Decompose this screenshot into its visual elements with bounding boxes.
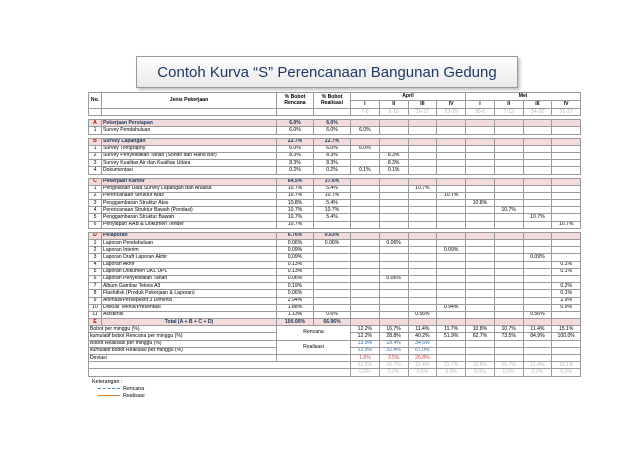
legend-item-realisasi — [92, 392, 145, 399]
slide-title: Contoh Kurva “S” Perencanaan Bangunan Gedung — [157, 63, 497, 81]
summary-week-value: 67.0% — [408, 347, 437, 354]
item-week-value: 0.06% — [379, 240, 408, 247]
summary-label: Bobot Realisasi per minggu (%) — [89, 340, 277, 347]
item-realisasi: 8.3% — [314, 160, 351, 167]
item-rencana: 8.3% — [277, 152, 314, 159]
item-week-value: 2.9% — [552, 297, 581, 304]
summary-week-value: 16.7% — [379, 326, 408, 333]
header-week: IV — [437, 101, 466, 109]
item-no: 6 — [89, 221, 102, 228]
total-label: Total (A + B + C + D) — [102, 319, 277, 326]
summary-week-value: 34.6% — [408, 340, 437, 347]
week-range-label: 23-29 — [437, 109, 466, 116]
item-week-value: 0.09% — [437, 247, 466, 254]
item-name: Laporan Dokumen UKL UPL — [102, 268, 277, 275]
summary-week-value: 11.4% — [523, 326, 552, 333]
item-rencana: 10.7% — [277, 221, 314, 228]
item-week-value: 0.56% — [408, 311, 437, 318]
summary-label: kumulatif bobot Rencana per minggu (%) — [89, 333, 277, 340]
item-rencana: 0.13% — [277, 261, 314, 268]
header-month-april: April — [351, 93, 466, 101]
section-realisasi: 6.0% — [314, 120, 351, 127]
summary-week-value: 12.2% — [351, 326, 380, 333]
item-rencana: 0.06% — [277, 240, 314, 247]
item-no: 10 — [89, 304, 102, 311]
section-name: Pekerjaan Persiapan — [102, 120, 277, 127]
summary-week-value: 10.8% — [466, 326, 495, 333]
week-range-label: 30-6 — [466, 109, 495, 116]
item-week-value: 10.7% — [408, 185, 437, 192]
legend-title: Keterangan : — [92, 378, 123, 385]
item-no: 1 — [89, 185, 102, 192]
item-realisasi: 5.4% — [314, 185, 351, 192]
faint-value: 0.0% — [379, 369, 408, 376]
item-name: Pengolahan Data Survey Lapangan dan Analisa — [102, 185, 277, 192]
header-month-mei: Mei — [466, 93, 581, 101]
item-rencana: 8.3% — [277, 160, 314, 167]
item-rencana: 6.0% — [277, 145, 314, 152]
item-name: Perencanaan Struktur Bawah (Pondasi) — [102, 207, 277, 214]
item-name: Album Gambar Teknis A3 — [102, 283, 277, 290]
solid-line-icon — [98, 395, 120, 396]
item-no: 1 — [89, 145, 102, 152]
item-name: Penggambaran Struktur Bawah — [102, 214, 277, 221]
faint-value: 11.4% — [408, 362, 437, 369]
item-realisasi: 0.2% — [314, 167, 351, 174]
faint-value: 11.4% — [523, 362, 552, 369]
summary-week-value: 11.7% — [437, 326, 466, 333]
header-week: II — [494, 101, 523, 109]
item-week-value: 10.7% — [523, 214, 552, 221]
summary-week-value: 26.8% — [408, 355, 437, 362]
item-week-value: 10.7% — [552, 221, 581, 228]
week-range-label: 7-8 — [351, 109, 380, 116]
legend-label-rencana: Rencana — [123, 385, 145, 392]
section-realisasi: 0.63% — [314, 232, 351, 239]
item-no: 3 — [89, 160, 102, 167]
item-realisasi: 10.7% — [314, 207, 351, 214]
item-no: 5 — [89, 214, 102, 221]
section-rencana: 64.5% — [277, 178, 314, 185]
item-realisasi: 5.4% — [314, 200, 351, 207]
summary-week-value: 1.8% — [351, 355, 380, 362]
summary-week-value: 15.1% — [552, 326, 581, 333]
section-rencana: 6.76% — [277, 232, 314, 239]
item-rencana: 10.8% — [277, 200, 314, 207]
item-name: Laporan Interim — [102, 247, 277, 254]
item-week-value: 8.3% — [379, 152, 408, 159]
item-rencana: 10.7% — [277, 207, 314, 214]
summary-week-value: 18.4% — [379, 340, 408, 347]
section-realisasi: 22.7% — [314, 138, 351, 145]
item-name: Flashdisk (Produk Pekerjaan & Laporan) — [102, 290, 277, 297]
item-week-value: 10.8% — [466, 200, 495, 207]
week-range-label: 16-22 — [408, 109, 437, 116]
section-realisasi: 37.6% — [314, 178, 351, 185]
item-name: Survey Tofography — [102, 145, 277, 152]
legend-label-realisasi: Realisasi — [123, 392, 145, 399]
header-week: II — [379, 101, 408, 109]
header-week: I — [466, 101, 495, 109]
faint-value: 12.2% — [351, 362, 380, 369]
section-rencana: 6.0% — [277, 120, 314, 127]
faint-value: 0.0% — [494, 369, 523, 376]
item-rencana: 1.13% — [277, 311, 314, 318]
item-name: Laporan Penyelidikan Tanah — [102, 275, 277, 282]
faint-value: 10.7% — [494, 362, 523, 369]
item-rencana: 10.7% — [277, 214, 314, 221]
header-week: I — [351, 101, 380, 109]
summary-week-value: 73.5% — [494, 333, 523, 340]
item-rencana: 0.06% — [277, 275, 314, 282]
item-week-value: 0.1% — [379, 167, 408, 174]
week-range-label: 14-20 — [523, 109, 552, 116]
item-name: Asistensi — [102, 311, 277, 318]
item-no: 1 — [89, 127, 102, 134]
item-no: 3 — [89, 200, 102, 207]
section-code: B — [89, 138, 102, 145]
summary-group-realisasi: Realisasi — [277, 340, 351, 354]
item-week-value: 0.1% — [552, 290, 581, 297]
item-no: 2 — [89, 152, 102, 159]
item-week-value: 6.0% — [351, 127, 380, 134]
header-week: III — [523, 101, 552, 109]
summary-week-value: 62.7% — [466, 333, 495, 340]
item-week-value: 10.7% — [494, 207, 523, 214]
item-no: 9 — [89, 297, 102, 304]
item-no: 4 — [89, 261, 102, 268]
header-week: IV — [552, 101, 581, 109]
summary-week-value: 13.9% — [351, 340, 380, 347]
header-week: III — [408, 101, 437, 109]
item-realisasi: 0.6% — [314, 311, 351, 318]
summary-label: kumulatif bobot Realisasi per minggu (%) — [89, 347, 277, 354]
summary-label: Bobot per minggu (%) — [89, 326, 277, 333]
item-realisasi: 0.06% — [314, 240, 351, 247]
section-rencana: 22.7% — [277, 138, 314, 145]
item-name: Dokumentasi — [102, 167, 277, 174]
item-name: Survey Penyelidikan Tanah (Sondir dan Hand Bor) — [102, 152, 277, 159]
item-name: Survey Pendahuluan — [102, 127, 277, 134]
week-range-label: 7-13 — [494, 109, 523, 116]
summary-week-value: 40.2% — [408, 333, 437, 340]
summary-week-value: 51.9% — [437, 333, 466, 340]
header-bobot-realisasi-l1: % Bobot — [321, 94, 343, 101]
item-rencana: 0.13% — [277, 268, 314, 275]
summary-week-value: 100.0% — [552, 333, 581, 340]
faint-value: 0.0% — [523, 369, 552, 376]
item-no: 7 — [89, 283, 102, 290]
item-rencana: 0.19% — [277, 283, 314, 290]
item-no: 5 — [89, 268, 102, 275]
item-week-value: 0.94% — [437, 304, 466, 311]
legend-item-rencana — [92, 385, 145, 392]
item-no: 3 — [89, 254, 102, 261]
item-name: Laporan Akhir — [102, 261, 277, 268]
section-code: D — [89, 232, 102, 239]
item-rencana: 2.94% — [277, 297, 314, 304]
total-realisasi: 66.96% — [314, 319, 351, 326]
legend — [92, 378, 145, 399]
week-range-label: 21-27 — [552, 109, 581, 116]
summary-week-value: 10.7% — [494, 326, 523, 333]
summary-group-rencana: Rencana — [277, 326, 351, 340]
week-range-label: 9-15 — [379, 109, 408, 116]
item-no: 11 — [89, 311, 102, 318]
item-rencana: 10.7% — [277, 185, 314, 192]
item-week-value: 0.1% — [552, 268, 581, 275]
summary-week-value: 11.4% — [408, 326, 437, 333]
item-name: Diskusi Teknis/Presentasi — [102, 304, 277, 311]
header-jenis: Jenis Pekerjaan — [102, 93, 277, 109]
header-no: No. — [89, 93, 102, 109]
item-name: Penggambaran Struktur Atas — [102, 200, 277, 207]
item-realisasi: 8.3% — [314, 152, 351, 159]
item-week-value: 0.09% — [523, 254, 552, 261]
summary-week-value: 28.8% — [379, 333, 408, 340]
item-week-value: 0.9% — [552, 304, 581, 311]
section-code: A — [89, 120, 102, 127]
item-rencana: 1.88% — [277, 304, 314, 311]
faint-value: 0.0% — [408, 369, 437, 376]
dashed-line-icon — [98, 388, 120, 389]
item-no: 2 — [89, 247, 102, 254]
item-rencana: 6.0% — [277, 127, 314, 134]
item-week-value: 10.7% — [437, 192, 466, 199]
item-week-value: 0.1% — [552, 261, 581, 268]
section-code: C — [89, 178, 102, 185]
item-week-value: 6.0% — [351, 145, 380, 152]
header-bobot-realisasi-l2: Realisasi — [320, 99, 344, 106]
item-name: Survey Kualitas Air dan Kualitas Udara — [102, 160, 277, 167]
faint-value: 15.1% — [552, 362, 581, 369]
faint-value: 11.7% — [437, 362, 466, 369]
summary-week-value: 12.2% — [351, 333, 380, 340]
faint-value: 0.0% — [466, 369, 495, 376]
item-no: 4 — [89, 167, 102, 174]
item-name: Perencanaan Struktur Atas — [102, 192, 277, 199]
item-rencana: 0.06% — [277, 290, 314, 297]
total-code: E — [89, 319, 102, 326]
summary-week-value: 84.9% — [523, 333, 552, 340]
section-name: Pelaporan — [102, 232, 277, 239]
item-rencana: 0.09% — [277, 247, 314, 254]
item-no: 6 — [89, 275, 102, 282]
item-week-value: 0.1% — [351, 167, 380, 174]
item-realisasi: 6.0% — [314, 145, 351, 152]
item-name: Penyiapan RAB & Dokumen Tender — [102, 221, 277, 228]
faint-value: 10.8% — [466, 362, 495, 369]
item-rencana: 10.7% — [277, 192, 314, 199]
item-no: 2 — [89, 192, 102, 199]
faint-value: 0.0% — [552, 369, 581, 376]
item-week-value: 0.06% — [379, 275, 408, 282]
header-bobot-rencana-l1: % Bobot — [284, 94, 306, 101]
summary-week-value: 32.4% — [379, 347, 408, 354]
summary-label: Deviasi — [89, 355, 277, 362]
faint-value: 0.0% — [351, 369, 380, 376]
item-no: 1 — [89, 240, 102, 247]
header-bobot-rencana-l2: Rencana — [284, 99, 306, 106]
item-no: 4 — [89, 207, 102, 214]
item-name: Laporan Draft Laporan Akhir — [102, 254, 277, 261]
item-realisasi: 10.7% — [314, 192, 351, 199]
item-name: Laporan Pendahuluan — [102, 240, 277, 247]
section-name: Survey Lapangan — [102, 138, 277, 145]
item-week-value: 0.2% — [552, 283, 581, 290]
item-realisasi: 6.0% — [314, 127, 351, 134]
total-rencana: 100.00% — [277, 319, 314, 326]
faint-value: 16.7% — [379, 362, 408, 369]
item-week-value: 0.56% — [523, 311, 552, 318]
item-name: Animasi/Persepektif 3 Dimensi — [102, 297, 277, 304]
item-rencana: 0.2% — [277, 167, 314, 174]
item-no: 8 — [89, 290, 102, 297]
item-week-value: 8.3% — [379, 160, 408, 167]
section-name: Pekerjaan Kantor — [102, 178, 277, 185]
summary-week-value: 13.9% — [351, 347, 380, 354]
summary-week-value: 3.5% — [379, 355, 408, 362]
faint-value: 0.0% — [437, 369, 466, 376]
item-realisasi: 5.4% — [314, 214, 351, 221]
item-rencana: 0.09% — [277, 254, 314, 261]
